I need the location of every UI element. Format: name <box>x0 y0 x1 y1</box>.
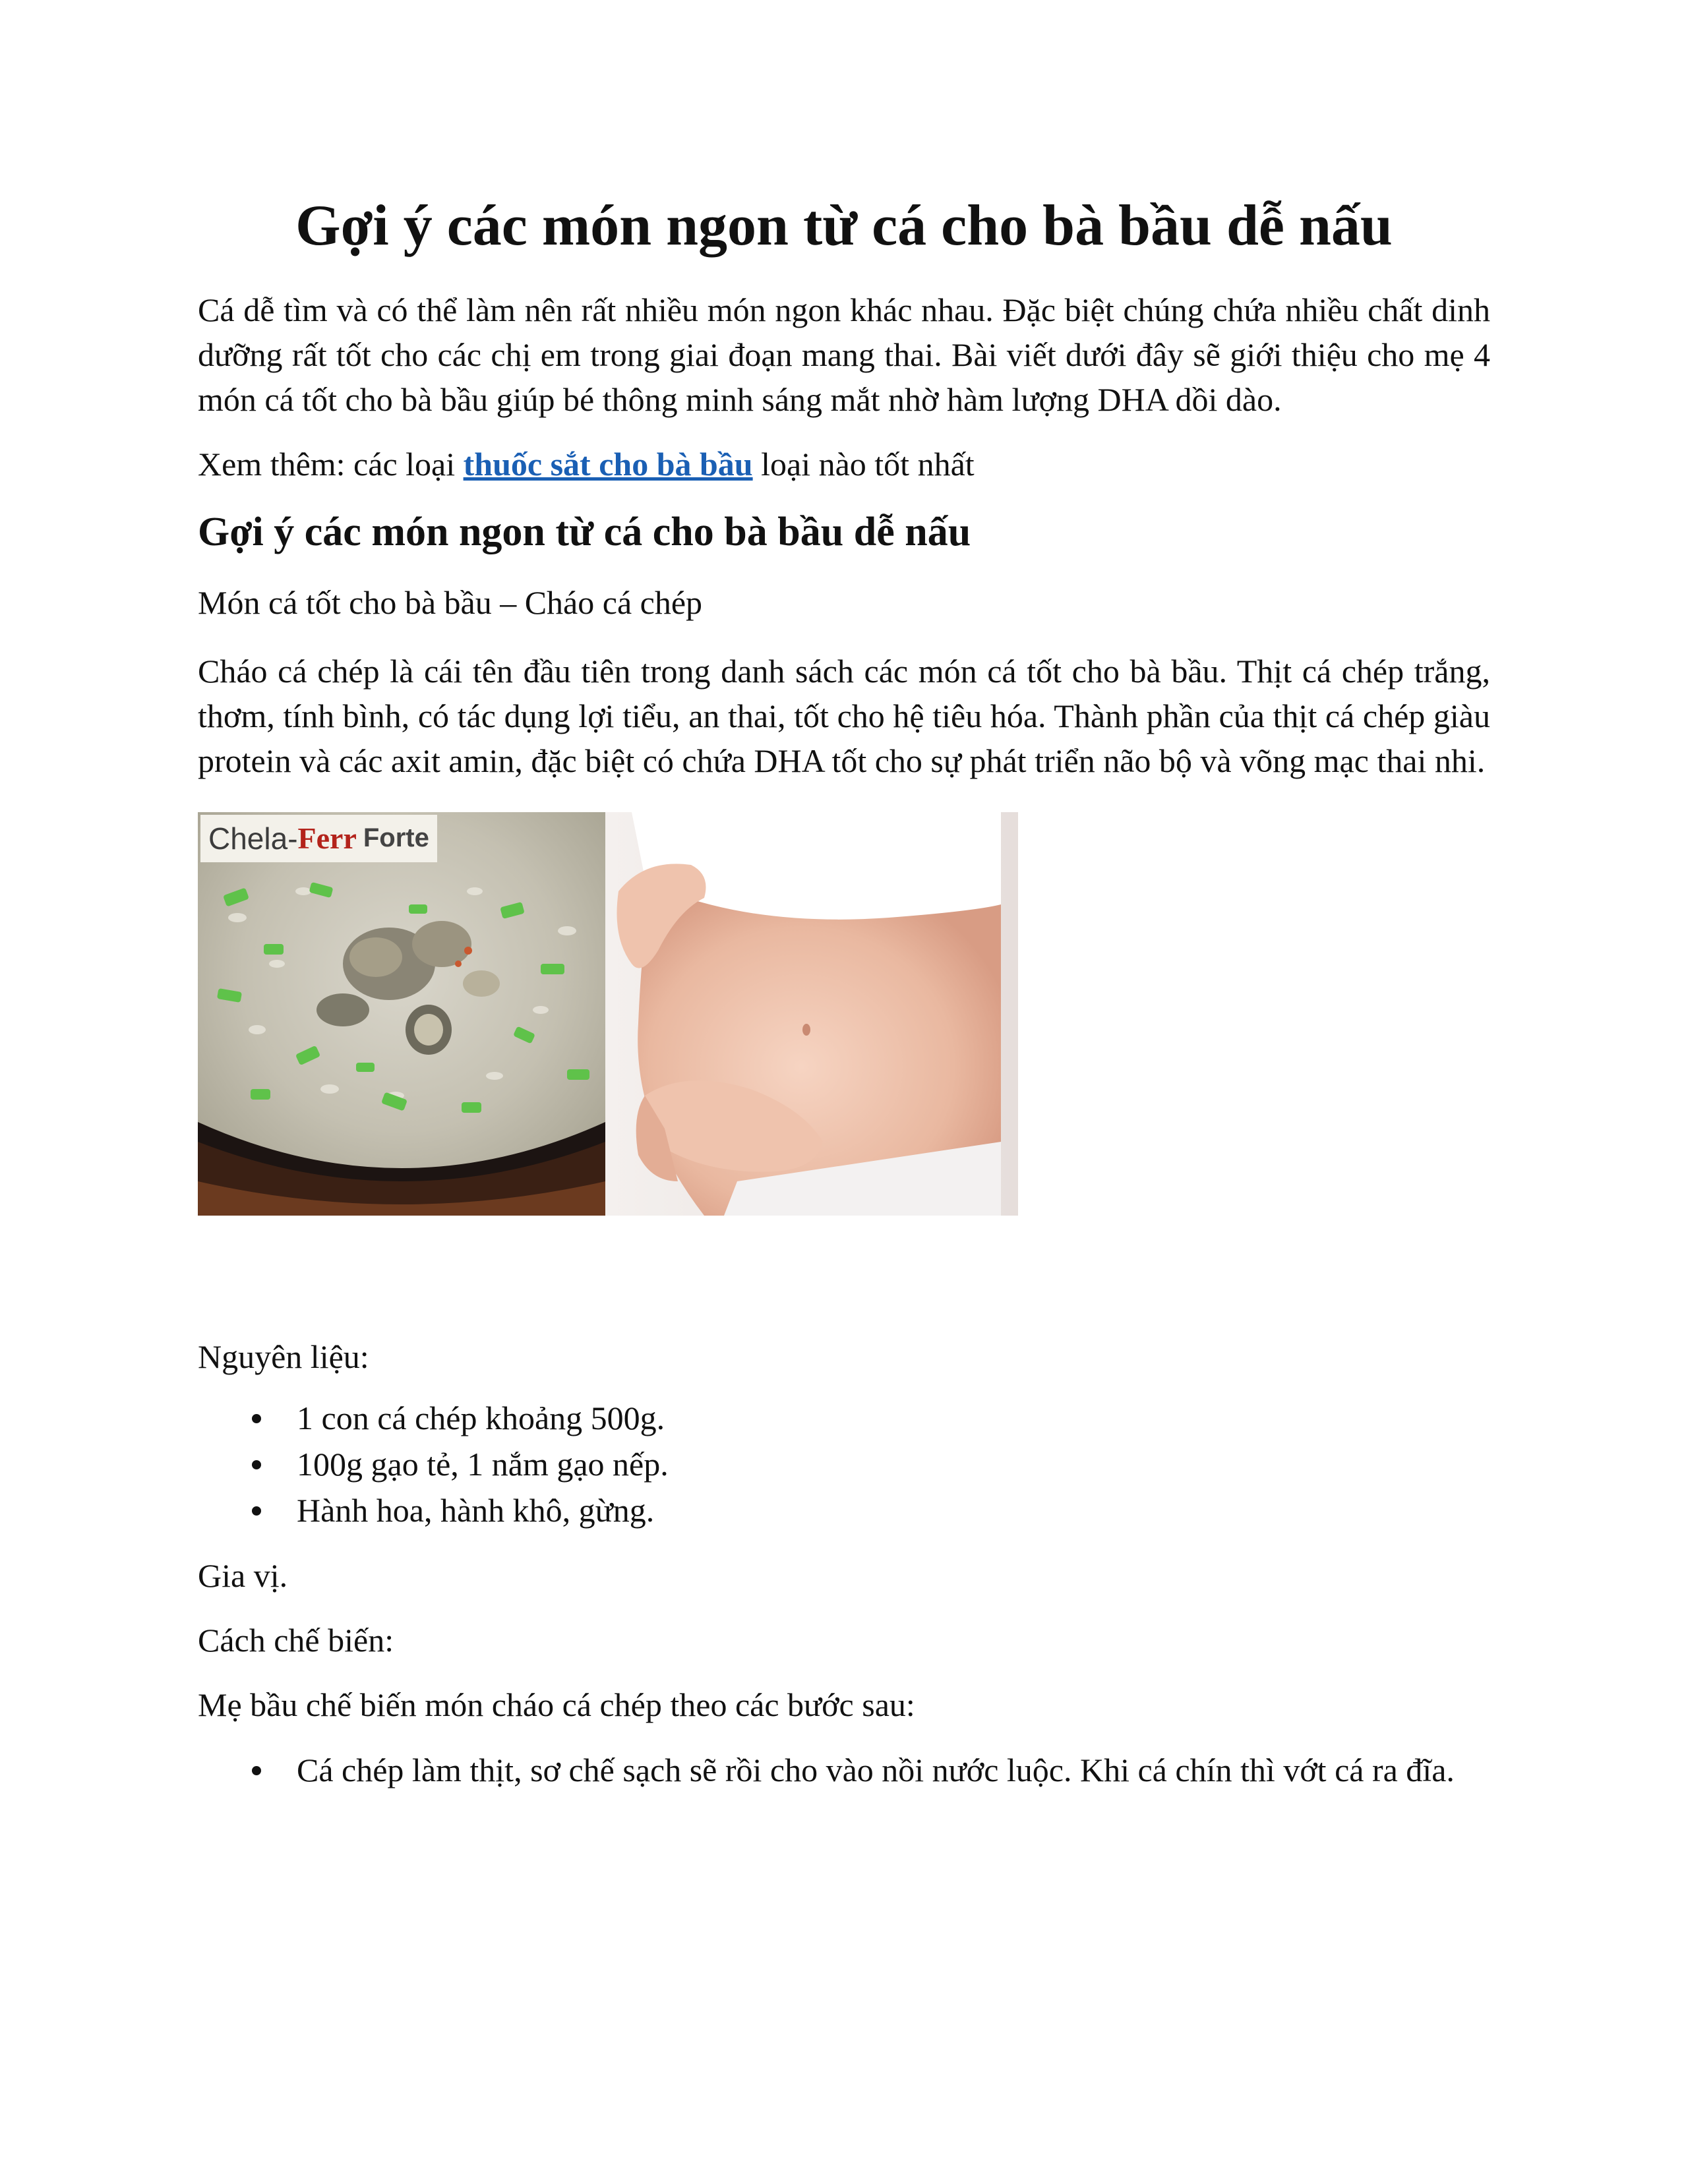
porridge-illustration <box>198 812 605 1216</box>
steps-list <box>198 1747 1490 1793</box>
see-more-line <box>198 442 1490 487</box>
intro-paragraph: Cá dễ tìm và có thể làm nên rất nhiều món ngon khác nhau. Đặc biệt chúng chứa nhiều chất dinh dưỡng rất tốt cho các chị em trong giai đoạn mang thai. Bài viết dưới đây sẽ giới thiệu cho mẹ 4 món cá tốt cho bà bầu giúp bé thông minh sáng mắt nhờ hàm lượng DHA dồi dào. <box>198 291 1490 418</box>
see-more-prefix: Xem thêm: các loại <box>198 445 464 483</box>
document-page <box>198 191 1490 1793</box>
method-label: Cách chế biến: <box>198 1621 394 1659</box>
brand-logo-part2: Ferr <box>297 821 357 856</box>
list-item: 100g gạo tẻ, 1 nắm gạo nếp. <box>297 1441 1490 1487</box>
see-more-suffix: loại nào tốt nhất <box>752 445 975 483</box>
page-title: Gợi ý các món ngon từ cá cho bà bầu dễ nấu <box>295 194 1393 258</box>
brand-logo-part3: Forte <box>363 823 429 853</box>
pregnant-illustration <box>605 812 1018 1216</box>
ingredients-label: Nguyên liệu: <box>198 1338 369 1375</box>
list-item: Cá chép làm thịt, sơ chế sạch sẽ rồi cho vào nồi nước luộc. Khi cá chín thì vớt cá ra đĩa. <box>297 1747 1490 1793</box>
fish-porridge-photo <box>198 812 605 1216</box>
list-item: Hành hoa, hành khô, gừng. <box>297 1487 1490 1533</box>
iron-supplement-link[interactable]: thuốc sắt cho bà bầu <box>463 445 753 483</box>
pregnant-belly-photo <box>605 812 1018 1216</box>
brand-logo <box>200 815 437 862</box>
ingredients-list <box>198 1395 1490 1533</box>
brand-logo-part1: Chela- <box>208 821 298 856</box>
section-title: Gợi ý các món ngon từ cá cho bà bầu dễ nấu <box>198 509 971 554</box>
steps-intro: Mẹ bầu chế biến món cháo cá chép theo các bước sau: <box>198 1686 915 1723</box>
dish-name: Món cá tốt cho bà bầu – Cháo cá chép <box>198 583 703 621</box>
spices-label: Gia vị. <box>198 1556 288 1594</box>
list-item: 1 con cá chép khoảng 500g. <box>297 1395 1490 1441</box>
article-image <box>198 812 1018 1216</box>
dish-description: Cháo cá chép là cái tên đầu tiên trong danh sách các món cá tốt cho bà bầu. Thịt cá chép trắng, thơm, tính bình, có tác dụng lợi tiểu, an thai, tốt cho hệ tiêu hóa. Thành phần của thịt cá chép giàu protein và các axit amin, đặc biệt có chứa DHA tốt cho sự phát triển não bộ và võng mạc thai nhi. <box>198 652 1490 779</box>
